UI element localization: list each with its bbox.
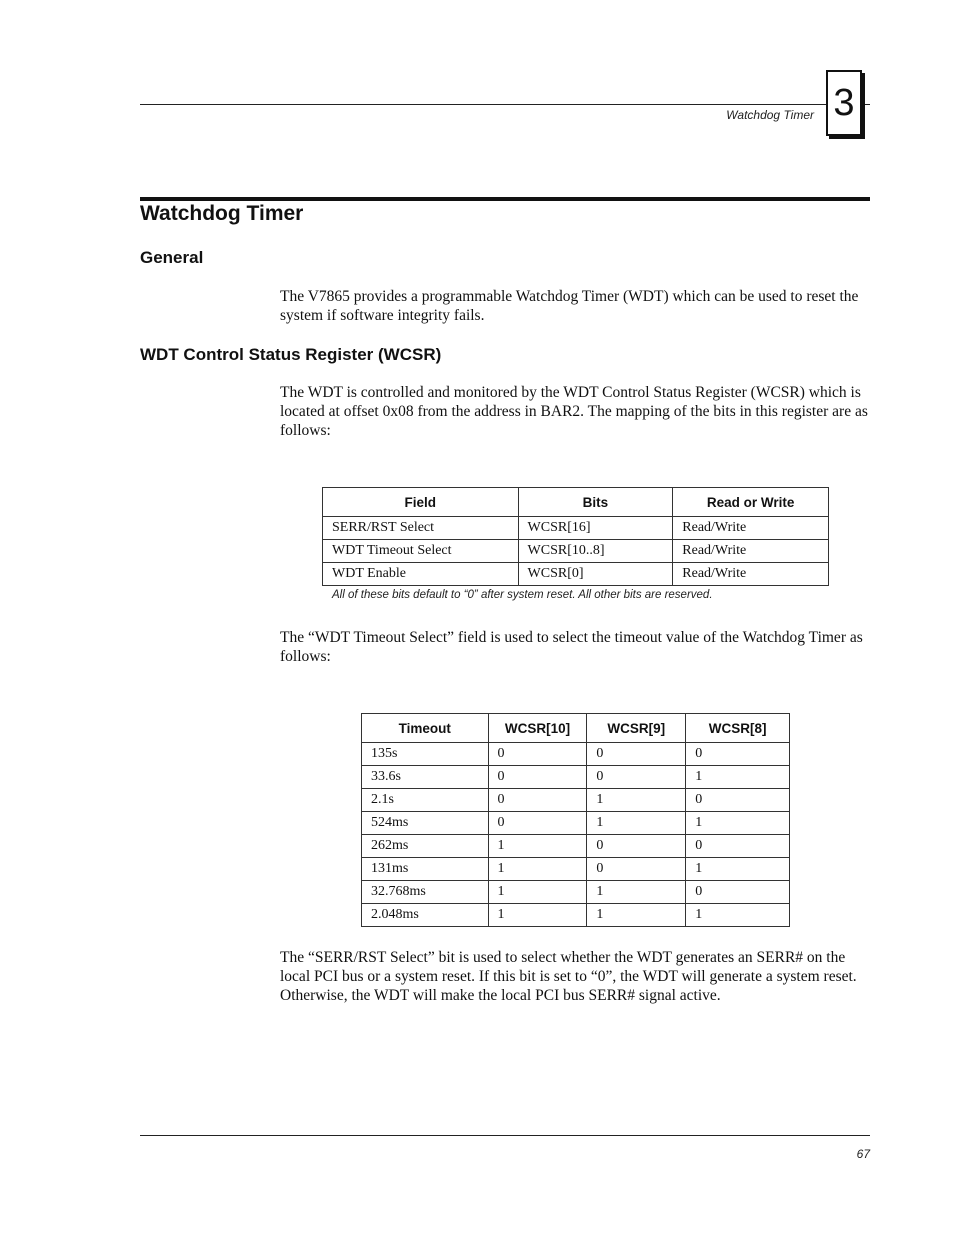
column-header: Field [323, 488, 519, 517]
table-cell: 1 [488, 835, 587, 858]
page-number: 67 [856, 1147, 870, 1161]
table-cell: Read/Write [673, 540, 829, 563]
table-cell: WCSR[0] [518, 563, 673, 586]
table-cell: 33.6s [362, 766, 489, 789]
column-header: WCSR[8] [686, 714, 790, 743]
general-paragraph: The V7865 provides a programmable Watchdog Timer (WDT) which can be used to reset the system if software integrity fails. [280, 288, 859, 324]
table-cell: Read/Write [673, 517, 829, 540]
timeout-table [361, 713, 790, 927]
table-cell: 0 [488, 789, 587, 812]
table-cell: WCSR[10..8] [518, 540, 673, 563]
section-heading-general: General [140, 248, 204, 267]
table-row [362, 881, 790, 904]
table-cell: 0 [488, 766, 587, 789]
table-header-row [323, 488, 829, 517]
table-cell: 1 [587, 789, 686, 812]
table-row [362, 904, 790, 927]
table-cell: 524ms [362, 812, 489, 835]
table-row [362, 789, 790, 812]
table-cell: 0 [587, 743, 686, 766]
column-header: WCSR[10] [488, 714, 587, 743]
table-cell: 0 [686, 881, 790, 904]
table-cell: WDT Enable [323, 563, 519, 586]
table-row [362, 743, 790, 766]
table-row [362, 858, 790, 881]
table-cell: 1 [488, 858, 587, 881]
table-cell: 2.1s [362, 789, 489, 812]
table-footnote: All of these bits default to “0” after system reset. All other bits are reserved. [332, 589, 713, 601]
table-cell: Read/Write [673, 563, 829, 586]
running-header-title: Watchdog Timer [726, 108, 814, 122]
table-cell: 0 [686, 789, 790, 812]
table-cell: 0 [488, 812, 587, 835]
table-cell: 0 [587, 835, 686, 858]
table-cell: 0 [686, 743, 790, 766]
table-cell: 1 [587, 904, 686, 927]
table-cell: 0 [587, 766, 686, 789]
table-cell: 32.768ms [362, 881, 489, 904]
table-cell: 1 [686, 858, 790, 881]
page-title: Watchdog Timer [140, 202, 304, 225]
table-cell: 1 [488, 881, 587, 904]
wcsr-paragraph: The WDT is controlled and monitored by the WDT Control Status Register (WCSR) which is located at offset 0x08 from the address in BAR2. The mapping of the bits in this register are as follows: [280, 384, 868, 439]
table-row [323, 517, 829, 540]
table-cell: 1 [587, 812, 686, 835]
table-cell: 1 [488, 904, 587, 927]
column-header: Read or Write [673, 488, 829, 517]
table-row [323, 540, 829, 563]
footer-rule [140, 1135, 870, 1136]
wcsr-fields-table [322, 487, 829, 586]
table-cell: 1 [686, 904, 790, 927]
column-header: WCSR[9] [587, 714, 686, 743]
table-cell: 135s [362, 743, 489, 766]
serr-paragraph: The “SERR/RST Select” bit is used to select whether the WDT generates an SERR# on the local PCI bus or a system reset. If this bit is set to “0”, the WDT will generate a system reset. Otherwise, the WDT will make the local PCI bus SERR# signal active. [280, 949, 857, 1004]
header-rule [140, 104, 870, 105]
chapter-number-tab: 3 [826, 70, 862, 136]
table-cell: 131ms [362, 858, 489, 881]
table-cell: 262ms [362, 835, 489, 858]
section-heading-wcsr: WDT Control Status Register (WCSR) [140, 345, 442, 364]
table-cell: 0 [587, 858, 686, 881]
table-header-row [362, 714, 790, 743]
column-header: Bits [518, 488, 673, 517]
table-cell: 0 [488, 743, 587, 766]
table-cell: SERR/RST Select [323, 517, 519, 540]
table-cell: 2.048ms [362, 904, 489, 927]
table-cell: WCSR[16] [518, 517, 673, 540]
table-cell: 1 [686, 766, 790, 789]
table-row [362, 766, 790, 789]
column-header: Timeout [362, 714, 489, 743]
table-row [362, 835, 790, 858]
timeout-paragraph: The “WDT Timeout Select” field is used to select the timeout value of the Watchdog Timer as follows: [280, 629, 863, 665]
table-cell: 1 [587, 881, 686, 904]
table-cell: WDT Timeout Select [323, 540, 519, 563]
table-cell: 0 [686, 835, 790, 858]
table-cell: 1 [686, 812, 790, 835]
table-row [323, 563, 829, 586]
title-rule [140, 197, 870, 201]
table-row [362, 812, 790, 835]
